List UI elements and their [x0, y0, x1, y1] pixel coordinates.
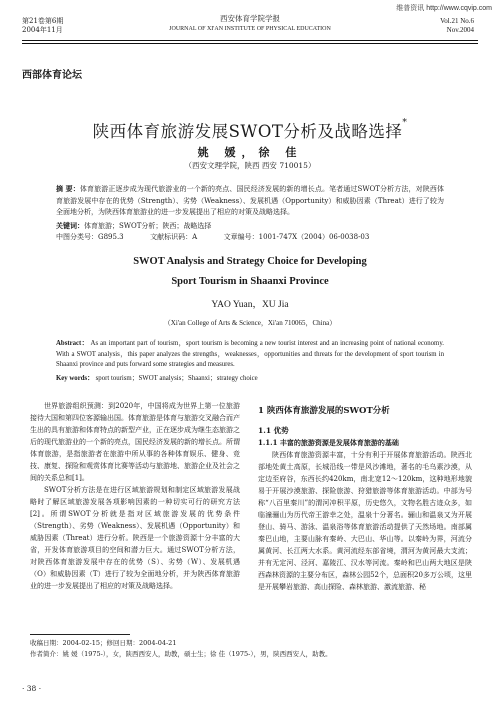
authors-en: YAO Yuan，XU Jia	[211, 300, 289, 310]
header-volume	[22, 17, 63, 35]
paper-title-en-line1: SWOT Analysis and Strategy Choice for Developing	[133, 256, 367, 267]
abstract-cn-label: 摘 要：	[56, 184, 80, 193]
abstract-en-label: Abstract：	[56, 340, 89, 347]
body-right-column	[258, 400, 472, 593]
body-left-column	[30, 400, 240, 592]
journal-name-cn: 西安体育学院学报	[220, 14, 280, 23]
paper-title-cn-text: 陕西体育旅游发展SWOT分析及战略选择	[92, 122, 403, 141]
paper-title-en-line2: Sport Tourism in Shaanxi Province	[171, 276, 329, 287]
classification-line	[56, 232, 444, 244]
header-vol-no: Vol.21 No.6	[440, 17, 474, 25]
clc-number: 中图分类号：G895.3	[56, 233, 124, 241]
affiliation-cn: （西安文理学院，陕西 西安 710015）	[184, 161, 316, 170]
footnote-rule	[30, 634, 130, 635]
header-journal	[150, 14, 350, 34]
abstract-cn	[56, 183, 444, 219]
header-rule-thick	[22, 40, 478, 41]
abstract-en	[56, 339, 444, 371]
header-date: 2004年11月	[22, 26, 63, 34]
header-volume-issue: 第21卷第6期	[22, 17, 64, 25]
article-number: 文章编号：1001-747X（2004）06-0038-03	[223, 233, 370, 241]
paper-title-cn	[0, 118, 500, 142]
footnote-received: 收稿日期：2004-02-15；修回日期：2004-04-21	[30, 639, 177, 647]
header-volume-en	[440, 17, 474, 35]
keywords-en	[56, 374, 444, 385]
subsection-heading-1-1: 1.1 优势	[258, 426, 289, 435]
document-code: 文献标识码：A	[150, 233, 198, 241]
title-footnote-mark: *	[402, 118, 408, 128]
affiliation-en: （Xi'an College of Arts & Science，Xi'an 710065，China）	[163, 319, 337, 327]
journal-name-en: JOURNAL OF XI'AN INSTITUTE OF PHYSICAL EDUCATION	[169, 26, 331, 32]
abstract-en-text: As an important part of tourism，sport tourism is becoming a new tourist interest and an increasing point of national economy. With a SWOT analysis，this paper analyzes the strengths，weaknesses，opportunities and threats for the development of sport tourism in Shaanxi province and puts forward some strategies and measures.	[56, 340, 444, 368]
section-heading-1: 1 陕西体育旅游发展的SWOT分析	[258, 406, 390, 416]
keywords-cn-text: 体育旅游；SWOT分析；陕西；战略选择	[84, 222, 212, 230]
keywords-en-label: Key words：	[56, 375, 94, 382]
authors-cn: 姚 媛，徐 佳	[197, 146, 303, 159]
keywords-cn-label: 关键词：	[56, 221, 84, 230]
header-date-en: Nov.2004	[446, 26, 474, 34]
watermark: 维普资讯 http://www.cqvip.com	[396, 5, 492, 12]
intro-paragraph-1: 世界旅游组织预测：到2020年，中国将成为世界上第一位旅游接待大国和第四位客源输出国。体育旅游是体育与旅游交叉融合而产生出的具有旅游和体育特点的新型产业，正在逐步成为继生态旅游之后的现代旅游业的一个新的亮点，国民经济发展的新的增长点。所谓体育旅游，是指旅游者在旅游中所从事的各种体育娱乐、健身、竞技、康复、探险和观赏体育比赛等活动与旅游地、旅游企业及社会之间的关系总和[1]。	[30, 402, 240, 482]
page-number: · 38 ·	[22, 684, 42, 693]
section1-paragraph-1: 陕西体育旅游资源丰富，十分有利于开展体育旅游活动。陕西北部地处黄土高原，长城沿线一带是风沙滩地，著名的毛乌素沙漠，从定边至府谷，东西长约420km，南北宽12～120km，这种地形地貌易于开展沙漠旅游、探险旅游、狩猎旅游等体育旅游活动。中部为号称“八百里秦川”的渭河冲积平原，历史悠久，文物名胜古迹众多，如临潼骊山为历代帝王游幸之处，温泉十分著名。骊山和温泉又为开展登山、骑马、游泳、温泉浴等体育旅游活动提供了天然场地。南部属秦巴山地，主要山脉有秦岭、大巴山、华山等。以秦岭为界，河流分属黄河、长江两大水系。黄河流经东部省境，渭河为黄河最大支流；并有无定河、泾河、嘉陵江、汉水等河流。秦岭和巴山两大地区是陕西森林资源的主要分布区，森林公园52个，总面积20多万公顷，这里是开展攀岩旅游、高山探险、森林旅游、激流旅游、秘	[258, 451, 472, 591]
footnote-author-bio: 作者简介：姚 媛（1975-），女，陕西西安人，助教，硕士生；徐 佳（1975-），男，陕西西安人，助教。	[30, 650, 332, 658]
keywords-cn	[56, 220, 444, 233]
header-rule-thin	[22, 43, 478, 44]
keywords-en-text: sport tourism；SWOT analysis；Shaanxi；strategy choice	[95, 375, 258, 382]
column-tag: 西部体育论坛	[22, 70, 82, 81]
subsection-heading-1-1-1: 1.1.1 丰富的旅游资源是发展体育旅游的基础	[258, 438, 399, 447]
intro-paragraph-2: SWOT分析方法是在进行区域旅游规划和制定区域旅游发展战略时了解区域旅游发展各项影响因素的一种切实可行的研究方法[2]。所谓SWOT分析就是指对区域旅游发展的优势条件（Strength）、劣势（Weakness）、发展机遇（Opportunity）和威胁因素（Threat）进行分析。陕西是一个旅游资源十分丰富的大省，开发体育旅游项目的空间和潜力巨大。通过SWOT分析方法，对陕西体育旅游发展中存在的优势（S）、劣势（W）、发展机遇（O）和威胁因素（T）进行了较为全面地分析，并为陕西体育旅游业的进一步发展提出了相应的对策及战略选择。	[30, 486, 240, 590]
abstract-cn-text: 体育旅游正逐步成为现代旅游业的一个新的亮点、国民经济发展的新的增长点。笔者通过SWOT分析方法，对陕西体育旅游发展中存在的优势（Strength）、劣势（Weakness）、发展机遇（Opportunity）和威胁因素（Threat）进行了较为全面地分析，为陕西体育旅游业的进一步发展提出了相应的对策及战略选择。	[56, 185, 445, 216]
